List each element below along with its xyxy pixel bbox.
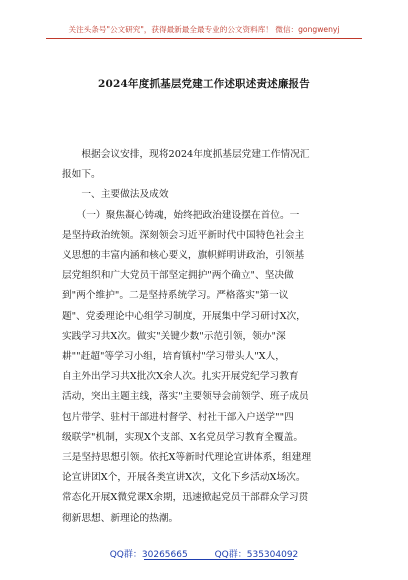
text-line: 实践学习共X次。做实"关键少数"示范引领，领办"深 <box>62 330 286 342</box>
footer-qq-group-1: QQ群：30265665 <box>109 550 188 560</box>
text-line: 义思想的丰富内涵和核心要义，旗帜鲜明讲政治，引领基 <box>62 250 305 262</box>
document-title: 2024年度抓基层党建工作述职述责述廉报告 <box>98 78 310 90</box>
text-line: 常态化开展X微党课X余期，迅速掀起党员干部群众学习贯 <box>62 492 309 504</box>
text-line: 三是坚持思想引领。依托X等新时代理论宣讲体系，组建理 <box>62 452 312 464</box>
text-line: 论宣讲团X个，开展各类宣讲X次，文化下乡活动X场次。 <box>62 472 306 484</box>
text-line: 报如下。 <box>62 169 101 181</box>
text-line: 到"两个维护"。二是坚持系统学习。严格落实"第一议 <box>62 290 289 302</box>
text-line: 彻新思想、新理论的热潮。 <box>62 512 179 524</box>
footer-underline <box>144 559 294 560</box>
text-line: 自主外出学习共X批次X余人次。扎实开展党纪学习教育 <box>62 371 299 383</box>
footer-qq-group-2: QQ群：535304092 <box>214 550 299 560</box>
text-line: 包片带学、驻村干部进村督学、村社干部入户送学""四 <box>62 411 294 423</box>
text-line: 级联学"机制，实现X个支部、X名党员学习教育全覆盖。 <box>62 431 304 443</box>
intro-paragraph <box>62 145 352 529</box>
text-line: 根据会议安排，现将2024年度抓基层党建工作情况汇 <box>62 149 310 160</box>
text-line: 层党组织和广大党员干部坚定拥护"两个确立"、坚决做 <box>62 270 294 282</box>
text-line: （一）聚焦凝心铸魂，始终把政治建设摆在首位。一 <box>62 209 300 221</box>
text-line: 题"、党委理论中心组学习制度，开展集中学习研讨X次， <box>62 310 306 322</box>
header-banner: 关注头条号"公文研究"，获得最新最全最专业的公文资料库！ 微信：gongwenyj <box>68 25 340 34</box>
text-line: 是坚持政治统领。深刻领会习近平新时代中国特色社会主 <box>62 229 305 241</box>
header-divider <box>46 38 362 39</box>
text-line: 耕""赶超"等学习小组，培育镇村"学习带头人"X人， <box>62 351 285 363</box>
section-heading: 一、主要做法及成效 <box>62 189 169 201</box>
text-line: 活动，突出主题主线，落实"主要领导会前领学、班子成员 <box>62 391 309 403</box>
